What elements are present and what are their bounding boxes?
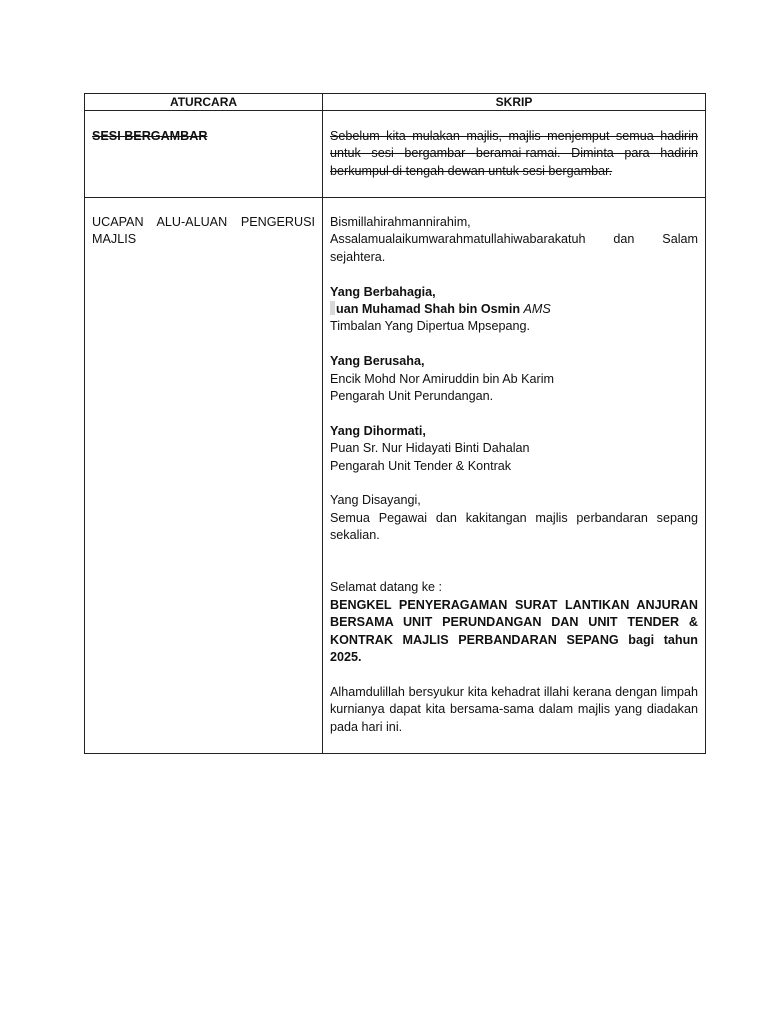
header-aturcara: ATURCARA [85, 94, 323, 111]
agenda-script-table [84, 93, 706, 754]
welcome-event: BENGKEL PENYERAGAMAN SURAT LANTIKAN ANJURAN BERSAMA UNIT PERUNDANGAN DAN UNIT TENDER & KONTRAK MAJLIS PERBANDARAN SEPANG bagi tahun 2025. [330, 597, 698, 665]
guest1-salutation: Yang Berbahagia, [330, 284, 436, 299]
agenda-sesi-bergambar: SESI BERGAMBAR [92, 129, 208, 143]
guest3-position: Pengarah Unit Tender & Kontrak [330, 458, 512, 473]
table-row [85, 111, 706, 198]
guest1-line [330, 301, 698, 318]
guest1-name: uan Muhamad Shah bin Osmin [336, 302, 521, 317]
guest4-salutation: Yang Disayangi, [330, 493, 421, 508]
welcome-intro: Selamat datang ke : [330, 580, 443, 595]
guest3-name: Puan Sr. Nur Hidayati Binti Dahalan [330, 441, 530, 456]
table-header-row [85, 94, 706, 111]
guest4-text: Semua Pegawai dan kakitangan majlis perbandaran sepang sekalian. [330, 510, 698, 543]
script-sesi-bergambar: Sebelum kita mulakan majlis, majlis menjemput semua hadirin untuk sesi bergambar beramai-ramai. Diminta para hadirin berkumpul di tengah dewan untuk sesi bergambar. [330, 129, 698, 178]
agenda-cell [85, 198, 323, 754]
agenda-cell [85, 111, 323, 198]
agenda-ucapan-alu-aluan: UCAPAN ALU-ALUAN PENGERUSI MAJLIS [92, 215, 315, 247]
guest1-position: Timbalan Yang Dipertua Mpsepang. [330, 319, 530, 334]
opening-salam: Assalamualaikumwarahmatullahiwabarakatuh dan Salam sejahtera. [330, 232, 698, 264]
header-skrip: SKRIP [323, 94, 706, 111]
guest1-title-suffix: AMS [523, 302, 551, 317]
guest2-name: Encik Mohd Nor Amiruddin bin Ab Karim [330, 371, 554, 386]
script-cell [323, 198, 706, 754]
opening-bismillah: Bismillahirahmannirahim, [330, 215, 471, 229]
closing-paragraph: Alhamdulillah bersyukur kita kehadrat illahi kerana dengan limpah kurnianya dapat kita bersama-sama dalam majlis yang diadakan pada hari ini. [330, 684, 698, 734]
text-cursor-marker [330, 301, 335, 315]
table-row [85, 198, 706, 754]
script-cell [323, 111, 706, 198]
guest2-salutation: Yang Berusaha, [330, 354, 425, 369]
guest3-salutation: Yang Dihormati, [330, 423, 426, 438]
guest2-position: Pengarah Unit Perundangan. [330, 389, 494, 404]
